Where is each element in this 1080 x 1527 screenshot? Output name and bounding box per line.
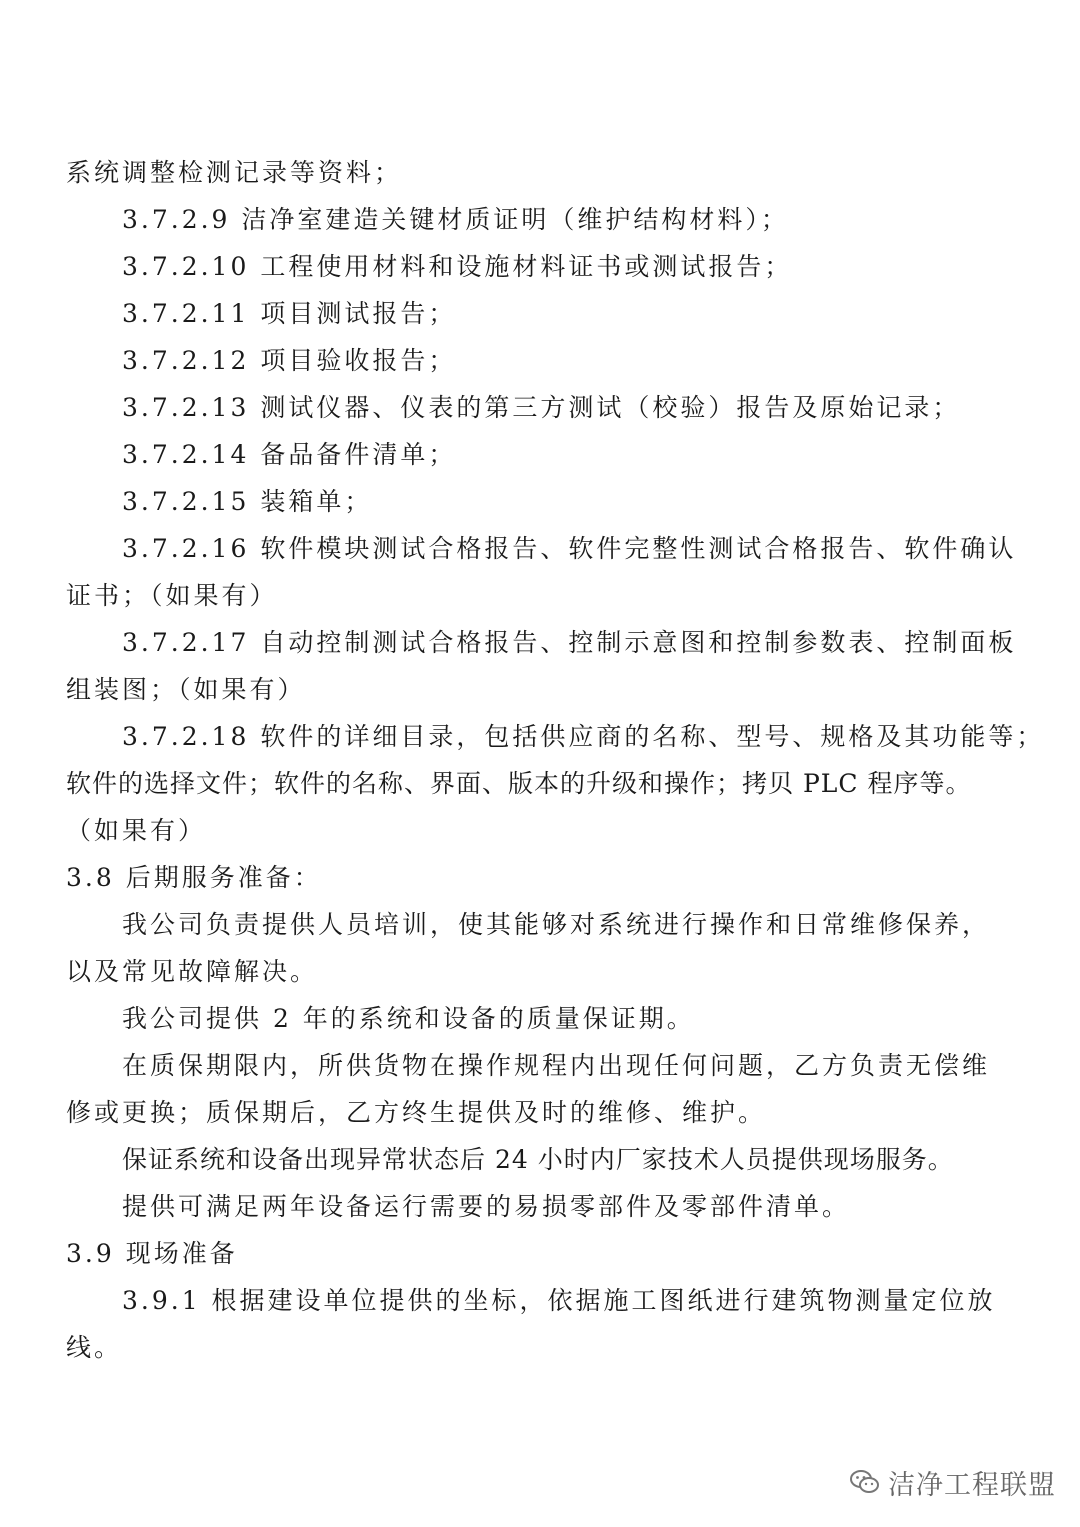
text-line-11: 3.7.2.17 自动控制测试合格报告、控制示意图和控制参数表、控制面板	[122, 628, 1017, 657]
text-line-9: 3.7.2.16 软件模块测试合格报告、软件完整性测试合格报告、软件确认	[122, 534, 1017, 563]
text-line-18: 以及常见故障解决。	[66, 957, 319, 986]
text-line-19: 我公司提供 2 年的系统和设备的质量保证期。	[122, 1004, 695, 1033]
text-line-21: 修或更换；质保期后，乙方终生提供及时的维修、维护。	[66, 1098, 767, 1127]
text-line-25: 3.9.1 根据建设单位提供的坐标，依据施工图纸进行建筑物测量定位放	[122, 1286, 996, 1315]
text-line-13: 3.7.2.18 软件的详细目录，包括供应商的名称、型号、规格及其功能等；	[122, 722, 1045, 751]
text-line-2: 3.7.2.9 洁净室建造关键材质证明（维护结构材料）；	[122, 205, 789, 234]
text-line-3: 3.7.2.10 工程使用材料和设施材料证书或测试报告；	[122, 252, 793, 281]
text-line-14: 软件的选择文件；软件的名称、界面、版本的升级和操作；拷贝 PLC 程序等。	[66, 769, 972, 798]
text-line-20: 在质保期限内，所供货物在操作规程内出现任何问题，乙方负责无偿维	[122, 1051, 991, 1080]
text-line-16: 3.8 后期服务准备：	[66, 863, 322, 892]
text-line-10: 证书；（如果有）	[66, 581, 278, 610]
watermark-text: 洁净工程联盟	[888, 1469, 1056, 1501]
text-line-6: 3.7.2.13 测试仪器、仪表的第三方测试（校验）报告及原始记录；	[122, 393, 961, 422]
text-line-5: 3.7.2.12 项目验收报告；	[122, 346, 457, 375]
text-line-17: 我公司负责提供人员培训，使其能够对系统进行操作和日常维修保养，	[122, 910, 991, 939]
text-line-24: 3.9 现场准备	[66, 1239, 238, 1268]
text-line-7: 3.7.2.14 备品备件清单；	[122, 440, 457, 469]
text-line-26: 线。	[66, 1333, 123, 1362]
wechat-icon	[850, 1469, 880, 1495]
watermark	[850, 1462, 1056, 1502]
text-line-23: 提供可满足两年设备运行需要的易损零部件及零部件清单。	[122, 1192, 851, 1221]
text-line-8: 3.7.2.15 装箱单；	[122, 487, 373, 516]
text-line-1: 系统调整检测记录等资料；	[66, 158, 403, 187]
text-line-15: （如果有）	[66, 816, 207, 845]
text-line-22: 保证系统和设备出现异常状态后 24 小时内厂家技术人员提供现场服务。	[122, 1145, 954, 1174]
text-line-4: 3.7.2.11 项目测试报告；	[122, 299, 457, 328]
text-line-12: 组装图；（如果有）	[66, 675, 306, 704]
